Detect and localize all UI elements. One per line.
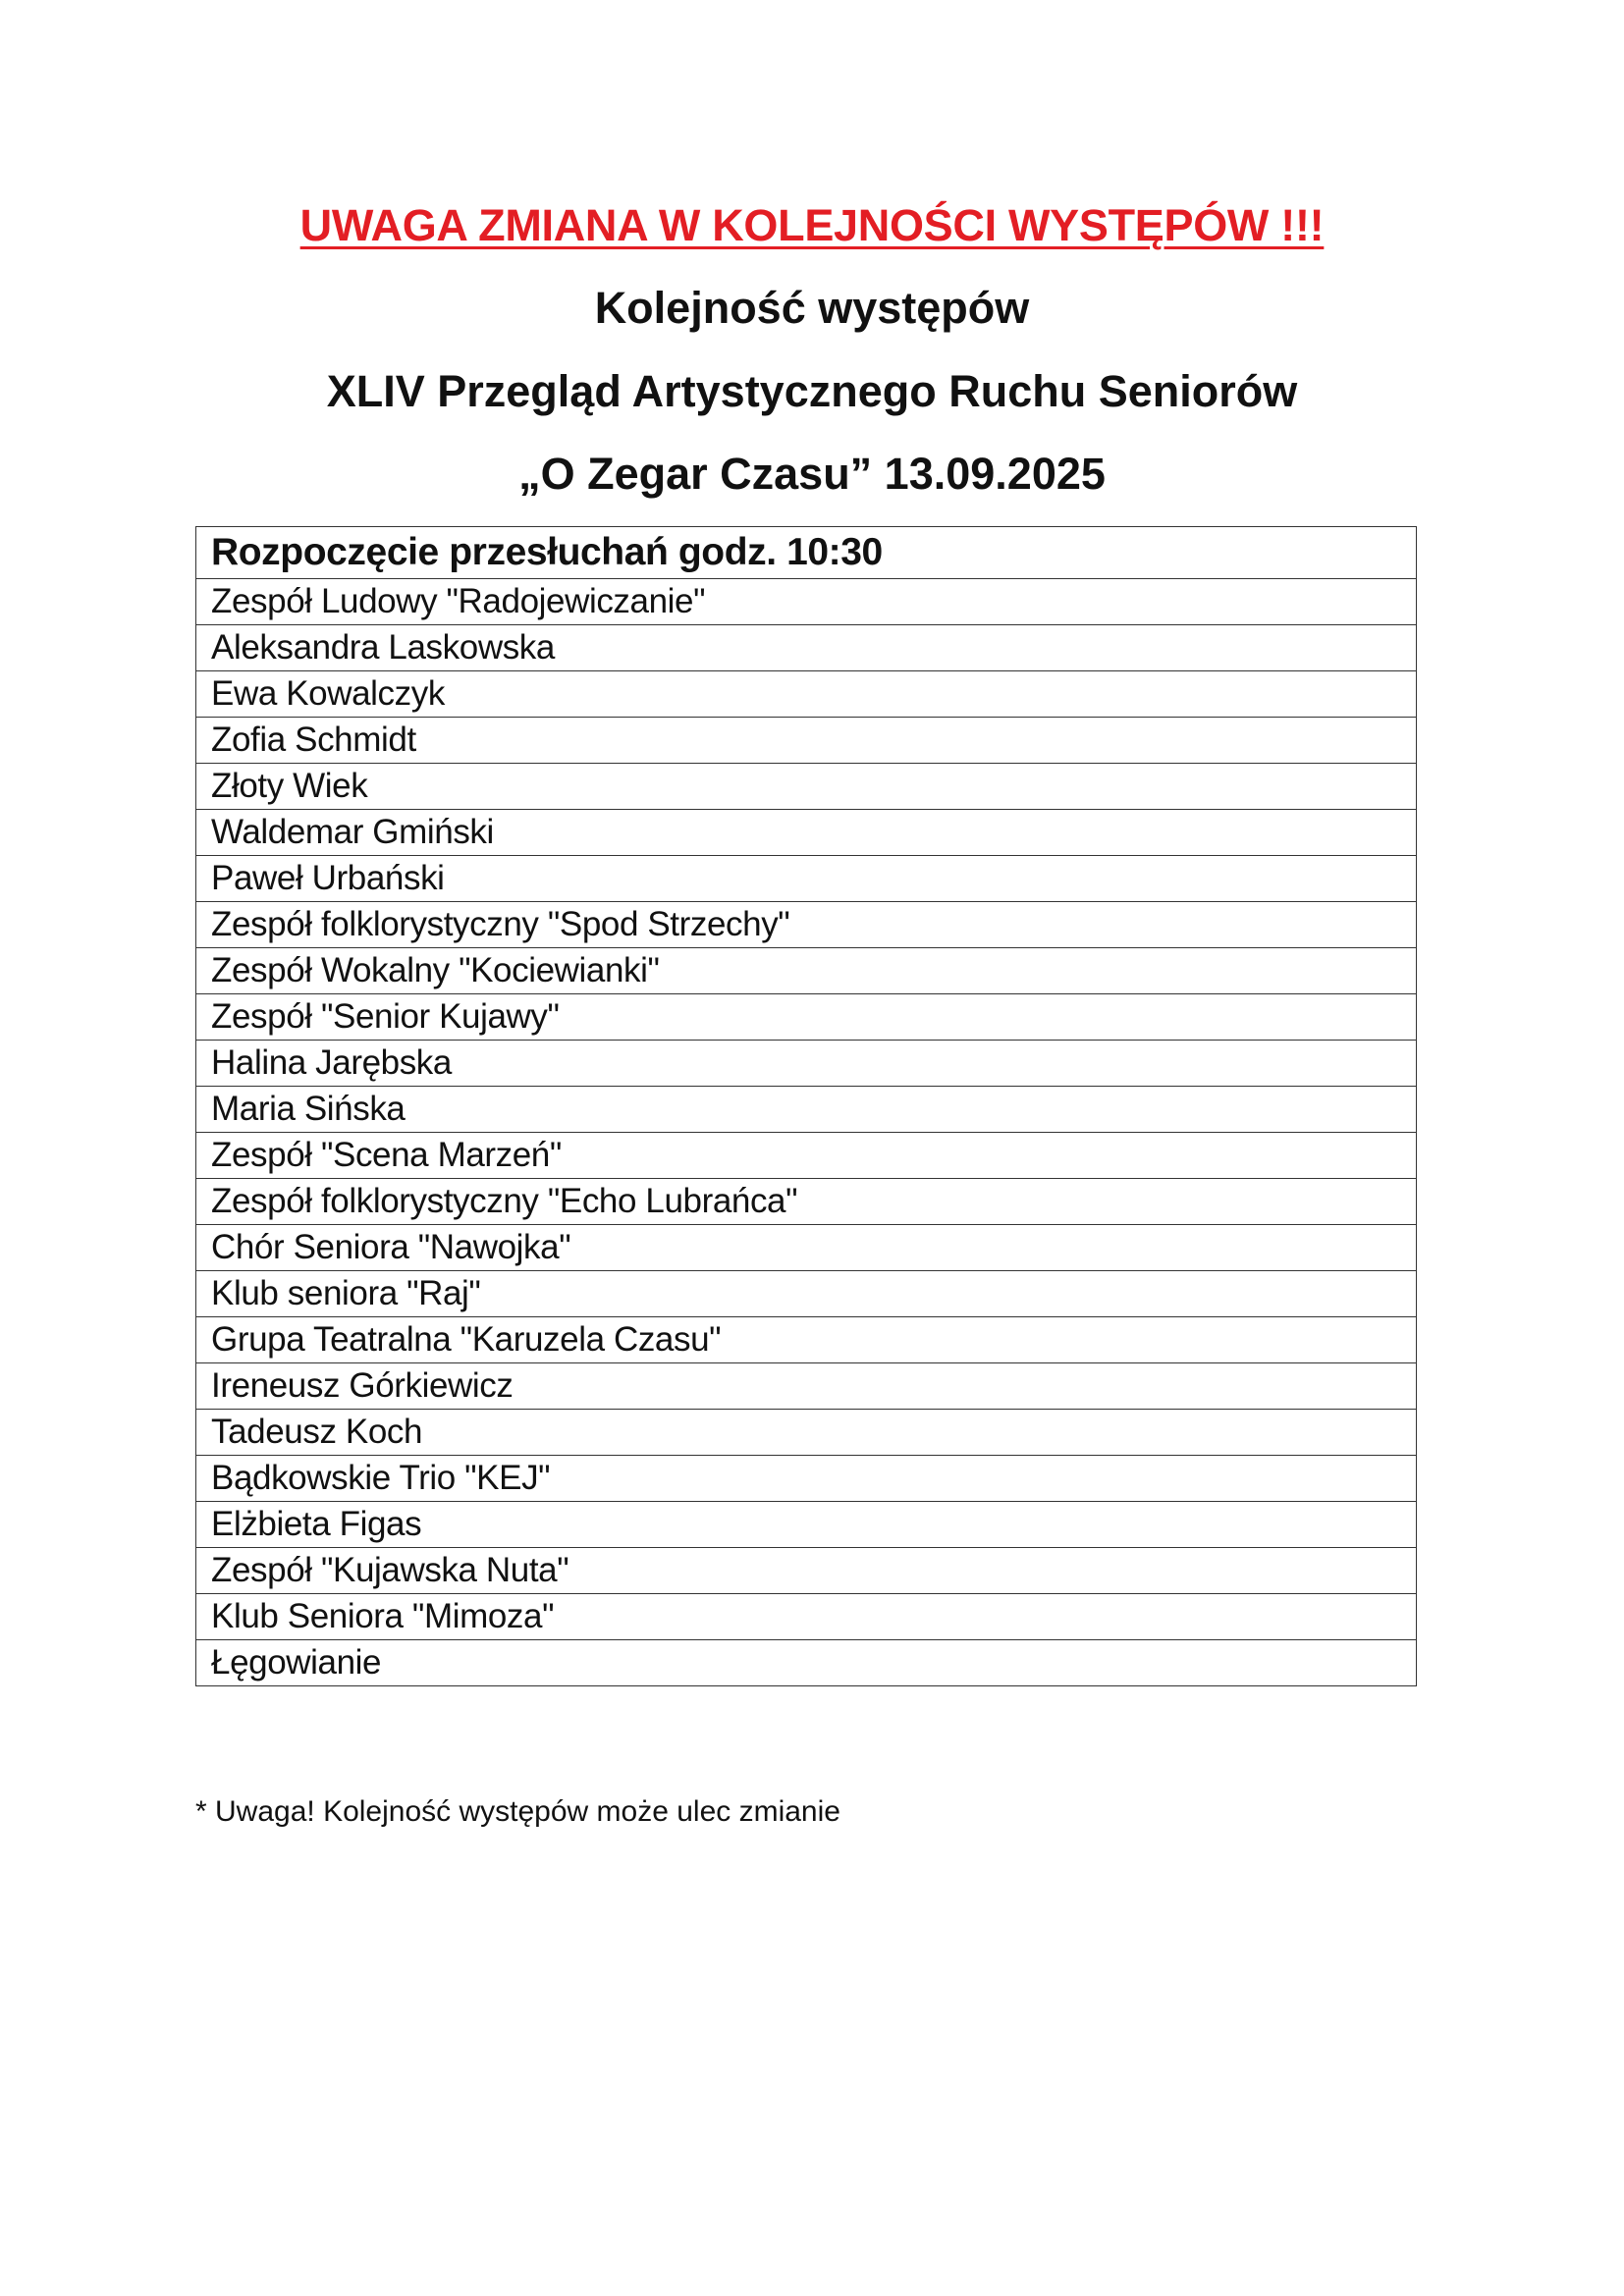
performer-name: Zespół "Senior Kujawy" (196, 994, 1417, 1041)
performer-name: Halina Jarębska (196, 1041, 1417, 1087)
performer-name: Chór Seniora "Nawojka" (196, 1225, 1417, 1271)
table-row (196, 625, 1417, 671)
table-row (196, 1271, 1417, 1317)
table-row (196, 994, 1417, 1041)
performer-name: Zespół "Kujawska Nuta" (196, 1548, 1417, 1594)
table-row (196, 1041, 1417, 1087)
performer-name: Klub seniora "Raj" (196, 1271, 1417, 1317)
performance-order-table (195, 526, 1417, 1686)
performer-name: Zespół Wokalny "Kociewianki" (196, 948, 1417, 994)
performer-name: Łęgowianie (196, 1640, 1417, 1686)
table-row (196, 718, 1417, 764)
performer-name: Aleksandra Laskowska (196, 625, 1417, 671)
table-row (196, 579, 1417, 625)
performer-name: Ewa Kowalczyk (196, 671, 1417, 718)
performer-name: Grupa Teatralna "Karuzela Czasu" (196, 1317, 1417, 1363)
event-subtitle-date: „O Zegar Czasu” 13.09.2025 (518, 449, 1106, 499)
table-row (196, 810, 1417, 856)
performer-name: Zespół "Scena Marzeń" (196, 1133, 1417, 1179)
performer-name: Ireneusz Górkiewicz (196, 1363, 1417, 1410)
performer-name: Paweł Urbański (196, 856, 1417, 902)
table-row (196, 671, 1417, 718)
table-row (196, 1317, 1417, 1363)
performer-name: Maria Sińska (196, 1087, 1417, 1133)
table-row (196, 902, 1417, 948)
performer-name: Zespół Ludowy "Radojewiczanie" (196, 579, 1417, 625)
event-name: XLIV Przegląd Artystycznego Ruchu Seniorów (326, 366, 1298, 416)
performer-name: Tadeusz Koch (196, 1410, 1417, 1456)
table-header-row (196, 527, 1417, 579)
table-row (196, 948, 1417, 994)
table-row (196, 1410, 1417, 1456)
table-row (196, 1133, 1417, 1179)
table-row (196, 1548, 1417, 1594)
performer-name: Elżbieta Figas (196, 1502, 1417, 1548)
table-row (196, 1087, 1417, 1133)
performer-name: Zespół folklorystyczny "Spod Strzechy" (196, 902, 1417, 948)
table-row (196, 1363, 1417, 1410)
order-change-footnote: * Uwaga! Kolejność występów może ulec zmianie (195, 1795, 840, 1828)
table-row (196, 856, 1417, 902)
order-change-warning: UWAGA ZMIANA W KOLEJNOŚCI WYSTĘPÓW !!! (299, 200, 1325, 250)
start-time-header: Rozpoczęcie przesłuchań godz. 10:30 (196, 527, 1417, 579)
table-row (196, 1502, 1417, 1548)
table-row (196, 1225, 1417, 1271)
table-row (196, 1456, 1417, 1502)
table-row (196, 1640, 1417, 1686)
performer-name: Złoty Wiek (196, 764, 1417, 810)
performer-name: Zespół folklorystyczny "Echo Lubrańca" (196, 1179, 1417, 1225)
performer-name: Klub Seniora "Mimoza" (196, 1594, 1417, 1640)
table-row (196, 1594, 1417, 1640)
table-row (196, 764, 1417, 810)
table-row (196, 1179, 1417, 1225)
performer-name: Zofia Schmidt (196, 718, 1417, 764)
performer-name: Waldemar Gmiński (196, 810, 1417, 856)
document-title: Kolejność występów (594, 283, 1030, 333)
performer-name: Bądkowskie Trio "KEJ" (196, 1456, 1417, 1502)
